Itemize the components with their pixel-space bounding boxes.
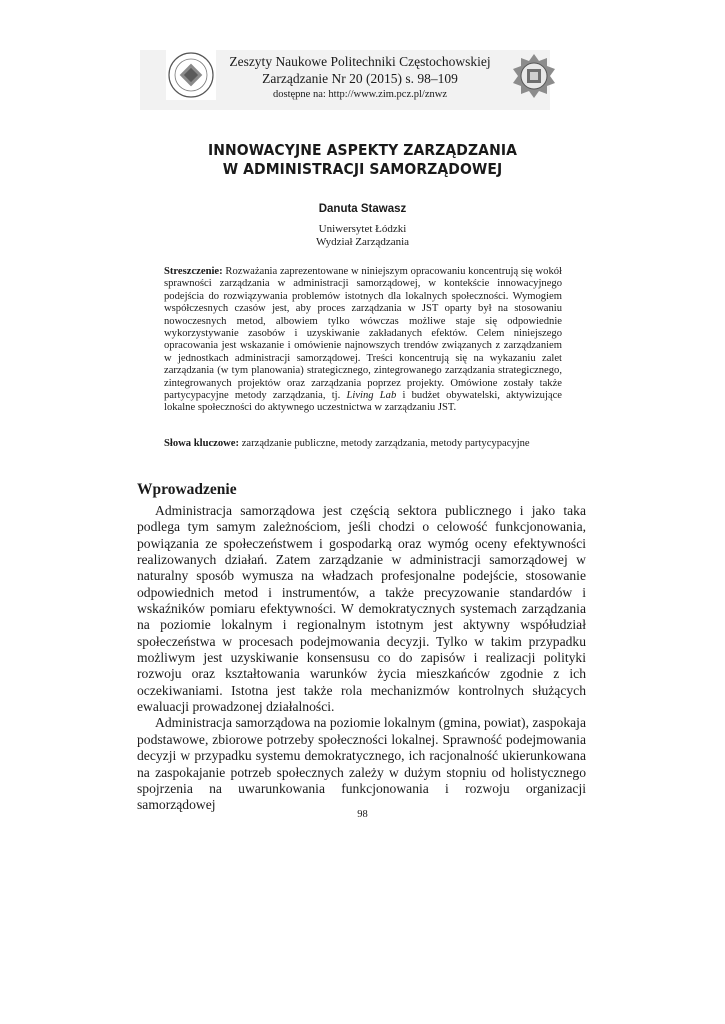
keywords-label: Słowa kluczowe: [164, 438, 240, 449]
section-heading: Wprowadzenie [137, 481, 237, 498]
keywords-text: zarządzanie publiczne, metody zarządzania, metody partycypacyjne [239, 438, 530, 449]
keywords [164, 438, 562, 449]
page-number: 98 [357, 809, 368, 820]
abstract-italic-term: Living Lab [346, 390, 397, 402]
author-name: Danuta Stawasz [318, 203, 407, 215]
abstract [164, 266, 562, 415]
abstract-text-part1: Rozważania zaprezentowane w niniejszym opracowaniu koncentrują się wokół sprawności zarządzania w administracji samorządowej, w kontekście innowacyjnego podejścia do rozwiązywania problemów istotnych dla lokalnych społeczności. Wymogiem współczesnych czasów jest, aby proces zarządzania w JST oparty był na stosowaniu nowoczesnych metod, albowiem tylko wówczas możliwe staje się odpowiednie wykorzystywanie zasobów i uzyskiwanie zakładanych efektów. Celem niniejszego opracowania jest wskazanie i omówienie najnowszych trendów związanych z zarządzaniem w jednostkach administracji samorządowej. Treści koncentrują się na wykazaniu zalet zarządzania (w tym planowania) strategicznego, zintegrowanego zarządzania strategicznego, zintegrowanych projektów oraz zarządzania poprzez projekty. Omówione zostały także partycypacyjne metody zarządzania, tj. [164, 266, 562, 402]
article-title-line1: INNOWACYJNE ASPEKTY ZARZĄDZANIA [207, 141, 518, 159]
article-title-line2: W ADMINISTRACJI SAMORZĄDOWEJ [222, 160, 503, 178]
journal-name: Zeszyty Naukowe Politechniki Częstochowskiej [229, 54, 491, 69]
journal-availability: dostępne na: http://www.zim.pcz.pl/znwz [273, 89, 447, 100]
paragraph-1: Administracja samorządowa jest częścią sektora publicznego i jako taka podlega tym samym zależnościom, jeśli chodzi o celowość funkcjonowania, powiązania ze społeczeństwem i gospodarką oraz wymóg oceny efektywności realizowanych działań. Zatem zarządzanie w administracji samorządowej w naturalny sposób wymusza na władzach profesjonalne podejście, stosowanie odpowiednich metod i instrumentów, a także precyzowanie standardów i wskaźników pomiaru efektywności. W demokratycznych systemach zarządzania na poziomie lokalnym i regionalnym istotnym jest aktywny współudział społeczeństwa w procesach podejmowania decyzji. Tylko w takim przypadku możliwym jest uzyskiwanie konsensusu co do zapisów i realizacji polityki rozwoju oraz kształtowania warunków życia mieszkańców zgodnie z ich oczekiwaniami. Istotna jest także rola mechanizmów kontrolnych służących ewaluacji prowadzonej działalności. [137, 503, 586, 715]
affiliation-university: Uniwersytet Łódzki [318, 223, 407, 235]
journal-issue: Zarządzanie Nr 20 (2015) s. 98–109 [262, 71, 458, 86]
paragraph-2: Administracja samorządowa na poziomie lokalnym (gmina, powiat), zaspokaja podstawowe, zbiorowe potrzeby społeczności lokalnej. Sprawność podejmowania decyzji w przypadku systemu demokratycznego, ich racjonalność ukierunkowana na zaspokajanie potrzeb społecznych zależy w dużym stopniu od holistycznego spojrzenia na uwarunkowania funkcjonowania i rozwoju organizacji samorządowej [137, 715, 586, 813]
abstract-text-part2: i budżet obywatelski, aktywizujące lokalne społeczności do aktywnego uczestnictwa w zarządzaniu JST. [164, 390, 563, 414]
affiliation-faculty: Wydział Zarządzania [315, 236, 410, 248]
abstract-label: Streszczenie: [164, 266, 223, 277]
section-body [137, 503, 586, 814]
